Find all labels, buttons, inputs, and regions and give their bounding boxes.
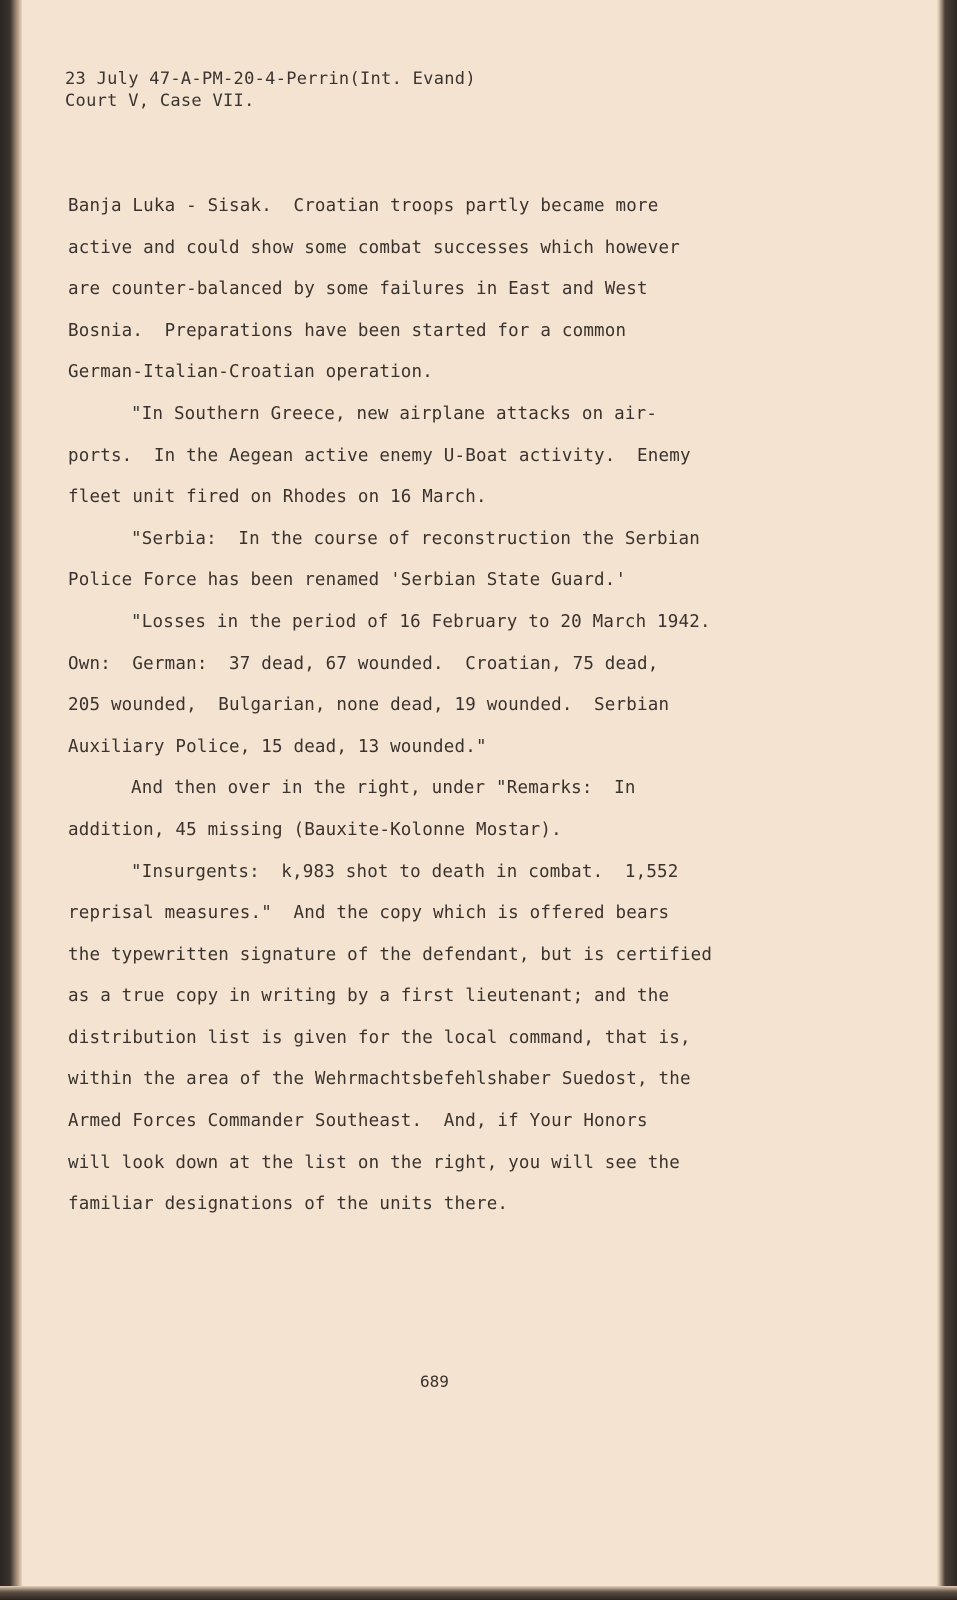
body-line: "Losses in the period of 16 February to 20 March 1942. <box>131 611 711 632</box>
body-line: reprisal measures." And the copy which is offered bears <box>68 903 670 924</box>
body-line: 205 wounded, Bulgarian, none dead, 19 wounded. Serbian <box>68 695 670 716</box>
body-line: "In Southern Greece, new airplane attacks on air- <box>131 403 658 424</box>
body-line: "Serbia: In the course of reconstruction the Serbian <box>131 528 701 549</box>
body-line: the typewritten signature of the defendant, but is certified <box>68 944 713 965</box>
body-line: within the area of the Wehrmachtsbefehlshaber Suedost, the <box>68 1069 691 1090</box>
body-line: are counter-balanced by some failures in East and West <box>68 279 648 300</box>
body-line: familiar designations of the units there. <box>68 1194 509 1215</box>
body-line: will look down at the list on the right, you will see the <box>68 1152 680 1173</box>
scan-edge-bottom <box>0 1586 957 1600</box>
body-line: And then over in the right, under "Remarks: In <box>131 778 636 799</box>
body-line: German-Italian-Croatian operation. <box>68 362 434 383</box>
document-header <box>65 68 476 112</box>
page-number: 689 <box>420 1372 449 1391</box>
body-line: distribution list is given for the local command, that is, <box>68 1027 691 1048</box>
body-line: Banja Luka - Sisak. Croatian troops partly became more <box>68 196 659 216</box>
header-line-2: Court V, Case VII. <box>65 91 255 111</box>
header-line-1: 23 July 47-A-PM-20-4-Perrin(Int. Evand) <box>65 69 476 89</box>
body-line: active and could show some combat successes which however <box>68 237 680 258</box>
body-line: Bosnia. Preparations have been started for a common <box>68 320 627 341</box>
body-line: as a true copy in writing by a first lieutenant; and the <box>68 986 670 1007</box>
body-line: ports. In the Aegean active enemy U-Boat activity. Enemy <box>68 445 691 466</box>
body-line: fleet unit fired on Rhodes on 16 March. <box>68 487 487 508</box>
document-body <box>68 186 808 1226</box>
body-line: Armed Forces Commander Southeast. And, if Your Honors <box>68 1111 648 1132</box>
body-line: "Insurgents: k,983 shot to death in combat. 1,552 <box>131 861 679 882</box>
body-line: Auxiliary Police, 15 dead, 13 wounded." <box>68 736 487 757</box>
scan-edge-right <box>937 0 957 1600</box>
scan-edge-left <box>0 0 22 1600</box>
body-line: addition, 45 missing (Bauxite-Kolonne Mostar). <box>68 819 562 840</box>
body-line: Police Force has been renamed 'Serbian State Guard.' <box>68 570 627 591</box>
body-line: Own: German: 37 dead, 67 wounded. Croatian, 75 dead, <box>68 653 659 674</box>
